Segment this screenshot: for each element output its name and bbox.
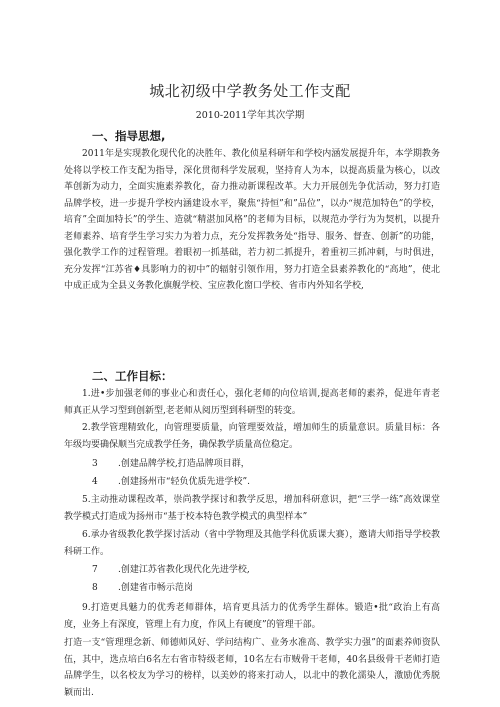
goal-item-7 xyxy=(64,562,440,579)
document-title: 城北初级中学教务处工作支配 xyxy=(149,82,351,100)
goal-closing-paragraph: 打造一支“管理理念新、师德师风好、学问结构广、业务水准高、教学实力强”的面素养师资队伍，其中，选点培白6名左右省市特级老师，10名左右市贼骨干老师，40名县级骨干老师打造品牌学生，以名校友为学习的榜样，以美妙的将来打动人，以北中的教化濡染人，激励优秀脱颖而出. xyxy=(64,638,440,698)
goal-item-5: 5.主动推动课程改革，崇尚教学探讨和教学反思，增加科研意识，把“三学一练”高效课堂教学模式打造成为扬州市“基于校本特色教学模式的典型样本” xyxy=(64,495,440,522)
goal-item-number: 8 xyxy=(92,583,98,593)
goal-item-text: .创建品牌学校,打造品牌项目群， xyxy=(118,459,250,469)
goal-item-text: .创建省市畅示范岗 xyxy=(118,583,193,593)
goal-item-4 xyxy=(64,474,440,491)
goal-item-9: 9.打造更具魅力的优秀老师群体，培育更具活力的优秀学生群体。锻造•批“政治上有高度，业务上有深度，管理上有力度，作风上有硬度”的管理干部。 xyxy=(64,603,440,630)
section-heading-guiding-thought: 一、指导思想, xyxy=(92,129,166,143)
section-heading-work-goals: 二、工作目标： xyxy=(92,369,173,383)
goal-item-number: 7 xyxy=(92,565,98,575)
goal-item-2: 2.教学管理精致化，向管理要质量，向管理要效益，增加师生的质量意识。质量目标：各年级均要确保顺当完成教学任务，确保教学质量高位稳定。 xyxy=(64,423,440,450)
document-subtitle: 2010-2011学年其次学期 xyxy=(195,110,305,121)
goal-item-text: .创建扬州市“轻负优质先进学校”. xyxy=(118,477,250,487)
goal-item-3 xyxy=(64,456,440,473)
goal-item-1: 1.进•步加强老师的事业心和责任心，强化老师的向位培训,提高老师的素养，促进年青老师真正从学习型到创新型,老老师从阅历型到科研型的转变。 xyxy=(64,389,440,416)
guiding-thought-paragraph: 2011年是实现教化现代化的决胜年、教化侦星科研年和学校内涵发展提升年，本学期教务处将以学校工作支配为指导，深化贯彻科学发展观，坚持育人为本，以提高质量为核心，以改革创新为动力，全面实施素养教化，奋力推动新课程改革。大力开展创先争优活动，努力打造品牌学校，进一步提升学校内涵建设水平，聚焦“持恒”和”品位”，以办“规范加特色”的学校，培育”全面加特长”的学生、造就“精湛加风格”的老师为目标，以规范办学行为为契机，以提升老师素养、培育学生学习实力为着力点，充分发挥教务处“指导、服务、督查、创新”的功能，强化教学工作的过程管理。着眼初一抓基础，若力初二抓提升，着重初三抓冲刺，与时俱进，充分发挥“江苏省♦具影响力的初中”的辐射引领作用，努力打造全县素养教化的“高地”，使北中成正成为全县义务教化旗舰学校、宝应教化窗口学校、省市内外知名学校, xyxy=(64,149,440,291)
goal-item-text: .创建江苏省教化现代化先进学校, xyxy=(118,565,250,575)
goal-item-number: 4 xyxy=(92,477,98,487)
goal-item-6: 6.承办省级教化教学探讨活动（省中学物理及其他学科优质课大赛），邀请大师指导学校教科研工作。 xyxy=(64,530,440,557)
goal-item-8 xyxy=(64,580,440,597)
goal-item-number: 3 xyxy=(92,459,98,469)
